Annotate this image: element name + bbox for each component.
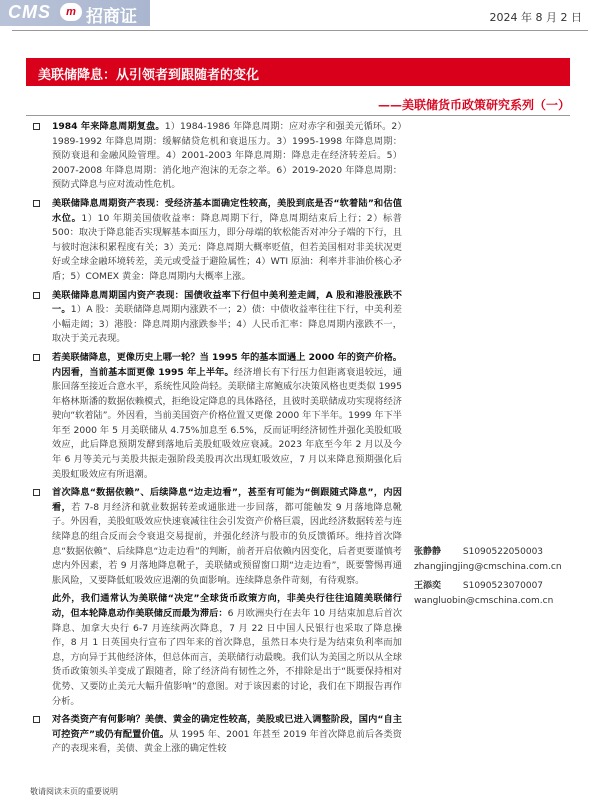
summary-item	[30, 351, 402, 482]
analyst-cert: S1090523070007	[462, 581, 544, 591]
summary-item	[30, 289, 402, 347]
logo-mark-icon: m	[60, 3, 82, 21]
summary-item	[30, 486, 402, 588]
analyst-name: 张静静	[414, 547, 442, 557]
item-lead: 1984 年来降息周期复盘。	[52, 121, 165, 132]
page-footer: 敬请阅读末页的重要说明	[30, 787, 118, 796]
item-text: 若 7-8 月经济和就业数据转差或通胀进一步回落，都可能触发 9 月落地降息靴子。外因看，美股虹吸效应快速衰减往往会引发资产价格巨震，因此经济数据转差与连续降息的组合反而会令衰退交易提前，并强化经济与股市的负反馈循环。维持首次降息“数据依赖”、后续降息“边走边看”的判断，前者开启依赖内因变化，后者更要谨慎考虑内外因素，若 9 月落地降息靴子，美联储或预留窗口期“边走边看”，既要警惕再通胀风险，又要降低虹吸效应退潮的负面影响。连续降息条件苛刻，有待观察。	[52, 501, 402, 586]
report-title: 美联储降息：从引领者到跟随者的变化	[38, 68, 260, 83]
subtitle-divider	[26, 115, 570, 116]
item-text: 经济增长有下行压力但距离衰退较远，通胀回落至接近合意水平，系统性风险尚轻。美联储主席鲍威尔决策风格也更类似 1995 年格林斯潘的数据依赖模式，拒绝设定降息的具体路径，且彼时美联储成功实现将经济驶向“软着陆”。外因看，当前美国资产价格位置又更像 2000 年下半年。1999 年下半年至 2000 年 5 月美联储从 4.75%加息至 6.5%，反而证明经济韧性并强化美股虹吸效应，此后降息预期发酵到落地后美股虹吸效应衰减。2023 年底至今年 2 月以及今年 6 月等美元与美股共振走强阶段美股再次出现虹吸效应，7 月以来降息预期强化后美股虹吸效应有所退潮。	[52, 366, 402, 480]
header-divider	[12, 30, 588, 31]
logo-company-name: 招商证券	[86, 7, 137, 52]
logo-cms-text: CMS	[8, 2, 51, 22]
analyst-email[interactable]: wangluobin@cmschina.com.cn	[414, 596, 554, 606]
item-text: 6 月欧洲央行在去年 10 月结束加息后首次降息、加拿大央行 6-7 月连续两次降息，7 月 22 日中国人民银行也采取了降息操作，8 月 1 日英国央行宣布了四年来的首次降息，虽然日本央行是为结束负利率而加息，方向异于其他经济体，但总体而言，美联储行动最晚。我们认为美国之所以从全球货币政策领头羊变成了跟随者，除了经济尚有韧性之外，不排除是出于“既要保持相对优势、又要防止美元大幅升值影响”的意图。对于该因素的讨论，我们在下期报告再作分析。	[52, 608, 402, 707]
square-bullet-icon	[33, 354, 40, 361]
summary-item	[30, 592, 402, 709]
item-text: 从 1995 年、2001 年甚至 2019 年首次降息前后各类资产的表现来看，美债、黄金上涨的确定性较	[52, 728, 402, 755]
square-bullet-icon	[33, 123, 40, 130]
item-lead: 首次降息“数据依赖”、后续降息“边走边看”，甚至有可能为“倒跟随式降息”，内因看，	[52, 487, 402, 513]
summary-body	[30, 120, 402, 780]
item-lead: 对各类资产有何影响？美债、黄金的确定性较高，美股或已进入调整阶段，国内“自主可控资产”或仍有配置价值。	[52, 714, 402, 740]
summary-item	[30, 197, 402, 285]
analyst-row	[414, 579, 594, 594]
analyst-cert: S1090522050003	[462, 547, 544, 557]
item-text: 1）A 股：美联储降息周期内涨跌不一；2）债：中债收益率往往下行，中美利差小幅走阔；3）港股：降息周期内涨跌参半；4）人民币汇率：降息周期内涨跌不一，取决于美元表现。	[52, 304, 402, 345]
item-text: 1）10 年期美国债收益率：降息周期下行，降息周期结束后上行；2）标普 500：取决于降息能否实现解基本面压力，即分母端的软松能否对冲分子端的下行，且与彼时泡沫积累程度有关；3）美元：降息周期大概率贬值，但若美国相对非美状况更好或全球金融环境转差，美元或受益于避险属性；4）WTI 原油：利率并非油价核心矛盾；5）COMEX 黄金：降息周期内大概率上涨。	[52, 212, 402, 282]
report-date: 2024 年 8 月 2 日	[489, 11, 582, 24]
square-bullet-icon	[33, 292, 40, 299]
summary-item	[30, 120, 402, 193]
analyst-email[interactable]: zhangjingjing@cmschina.com.cn	[414, 562, 562, 572]
summary-item	[30, 713, 402, 757]
item-lead: 美联储降息周期资产表现：受经济基本面确定性较高，美股到底是否“软着陆”和估值水位。	[52, 197, 402, 224]
item-text: 1）1984-1986 年降息周期：应对赤字和强美元循环。2）1989-1992 年降息周期：缓解储贷危机和衰退压力。3）1995-1998 年降息周期：预防衰退和金融风险管理。4）2001-2003 年降息周期：降息走在经济转差后。5）2007-2008 年降息周期：消化地产泡沫的无奈之举。6）2019-2020 年降息周期：预防式降息与应对流动性危机。	[52, 121, 402, 191]
square-bullet-icon	[33, 200, 40, 207]
analyst-info	[414, 545, 594, 613]
cms-logo	[0, 0, 150, 52]
page-header	[0, 0, 600, 52]
report-subtitle: ——美联储货币政策研究系列（一）	[377, 98, 570, 112]
title-banner	[26, 58, 570, 86]
item-lead: 若美联储降息，更像历史上哪一轮？当 1995 年的基本面遇上 2000 年的资产价格。内因看，当前基本面更像 1995 年上半年。	[52, 351, 402, 378]
item-lead: 此外，我们通常认为美联储“决定”全球货币政策方向，非美央行往往追随美联储行动，但本轮降息动作美联储反而最为滞后：	[52, 593, 402, 619]
item-lead: 美联储降息周期国内资产表现：国债收益率下行但中美利差走阔，A 股和港股涨跌不一。	[52, 289, 402, 316]
square-bullet-icon	[33, 716, 40, 723]
square-bullet-icon	[33, 489, 40, 496]
analyst-row	[414, 545, 594, 560]
analyst-name: 王添奕	[414, 581, 442, 591]
